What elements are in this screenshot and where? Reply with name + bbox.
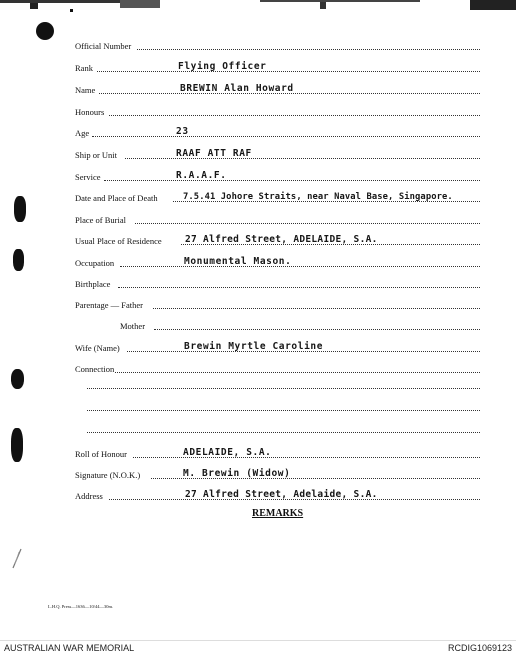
wife-row: [75, 339, 480, 353]
date-place-death-value: 7.5.41 Johore Straits, near Naval Base, Singapore.: [183, 192, 453, 202]
usual-residence-label: Usual Place of Residence: [75, 236, 162, 246]
archive-footer: [0, 640, 516, 655]
name-value: BREWIN Alan Howard: [180, 83, 294, 94]
rank-value: Flying Officer: [178, 61, 267, 72]
usual-residence-row: [75, 232, 480, 246]
date-place-death-label: Date and Place of Death: [75, 193, 158, 203]
occupation-row: [75, 254, 480, 268]
service-row: [75, 168, 480, 182]
address-label: Address: [75, 491, 103, 501]
name-row: [75, 81, 480, 95]
wife-value: Brewin Myrtle Caroline: [184, 341, 324, 352]
rank-row: [75, 59, 480, 73]
parentage-father-label: Parentage — Father: [75, 300, 143, 310]
signature-label: Signature (N.O.K.): [75, 470, 141, 480]
punch-hole-left-4: [11, 428, 23, 462]
ship-or-unit-label: Ship or Unit: [75, 150, 118, 160]
roll-of-honour-row: [75, 445, 480, 459]
place-of-burial-row: [75, 211, 480, 225]
official-number-label: Official Number: [75, 41, 132, 51]
printer-note: L.H.Q. Press—1636—10/44—30m.: [48, 604, 114, 609]
address-row: [75, 487, 480, 501]
age-value: 23: [176, 126, 189, 137]
date-place-death-row: [75, 189, 480, 203]
punch-hole-left-3: [11, 369, 24, 389]
punch-hole-left-1: [14, 196, 26, 222]
service-label: Service: [75, 172, 101, 182]
age-label: Age: [75, 128, 90, 138]
wife-label: Wife (Name): [75, 343, 120, 353]
connection-blank-line-1: [87, 388, 480, 389]
signature-value: M. Brewin (Widow): [183, 468, 291, 479]
birthplace-label: Birthplace: [75, 279, 111, 289]
honours-row: [75, 103, 480, 117]
roll-of-honour-value: ADELAIDE, S.A.: [183, 447, 272, 458]
scan-noise: [0, 0, 516, 12]
mother-row: [120, 317, 480, 331]
footer-institution: AUSTRALIAN WAR MEMORIAL: [4, 643, 135, 653]
pencil-mark: [10, 548, 24, 570]
birthplace-row: [75, 275, 480, 289]
parentage-father-row: [75, 296, 480, 310]
ship-or-unit-row: [75, 146, 480, 160]
age-row: [75, 124, 480, 138]
roll-of-honour-label: Roll of Honour: [75, 449, 127, 459]
signature-row: [75, 466, 480, 480]
address-value: 27 Alfred Street, Adelaide, S.A.: [185, 489, 378, 500]
rank-label: Rank: [75, 63, 93, 73]
footer-record-id: RCDIG1069123: [447, 643, 512, 653]
mother-label: Mother: [120, 321, 146, 331]
connection-blank-line-3: [87, 432, 480, 433]
connection-blank-line-2: [87, 410, 480, 411]
official-number-row: [75, 37, 480, 51]
occupation-label: Occupation: [75, 258, 115, 268]
connection-label: Connection: [75, 364, 115, 374]
punch-hole-top: [36, 22, 54, 40]
honours-label: Honours: [75, 107, 105, 117]
punch-hole-left-2: [13, 249, 24, 271]
name-label: Name: [75, 85, 96, 95]
place-of-burial-label: Place of Burial: [75, 215, 126, 225]
ship-or-unit-value: RAAF ATT RAF: [176, 148, 252, 159]
connection-row: [75, 360, 480, 374]
usual-residence-value: 27 Alfred Street, ADELAIDE, S.A.: [185, 234, 378, 245]
service-value: R.A.A.F.: [176, 170, 227, 181]
occupation-value: Monumental Mason.: [184, 256, 292, 267]
remarks-heading: REMARKS: [252, 508, 304, 519]
